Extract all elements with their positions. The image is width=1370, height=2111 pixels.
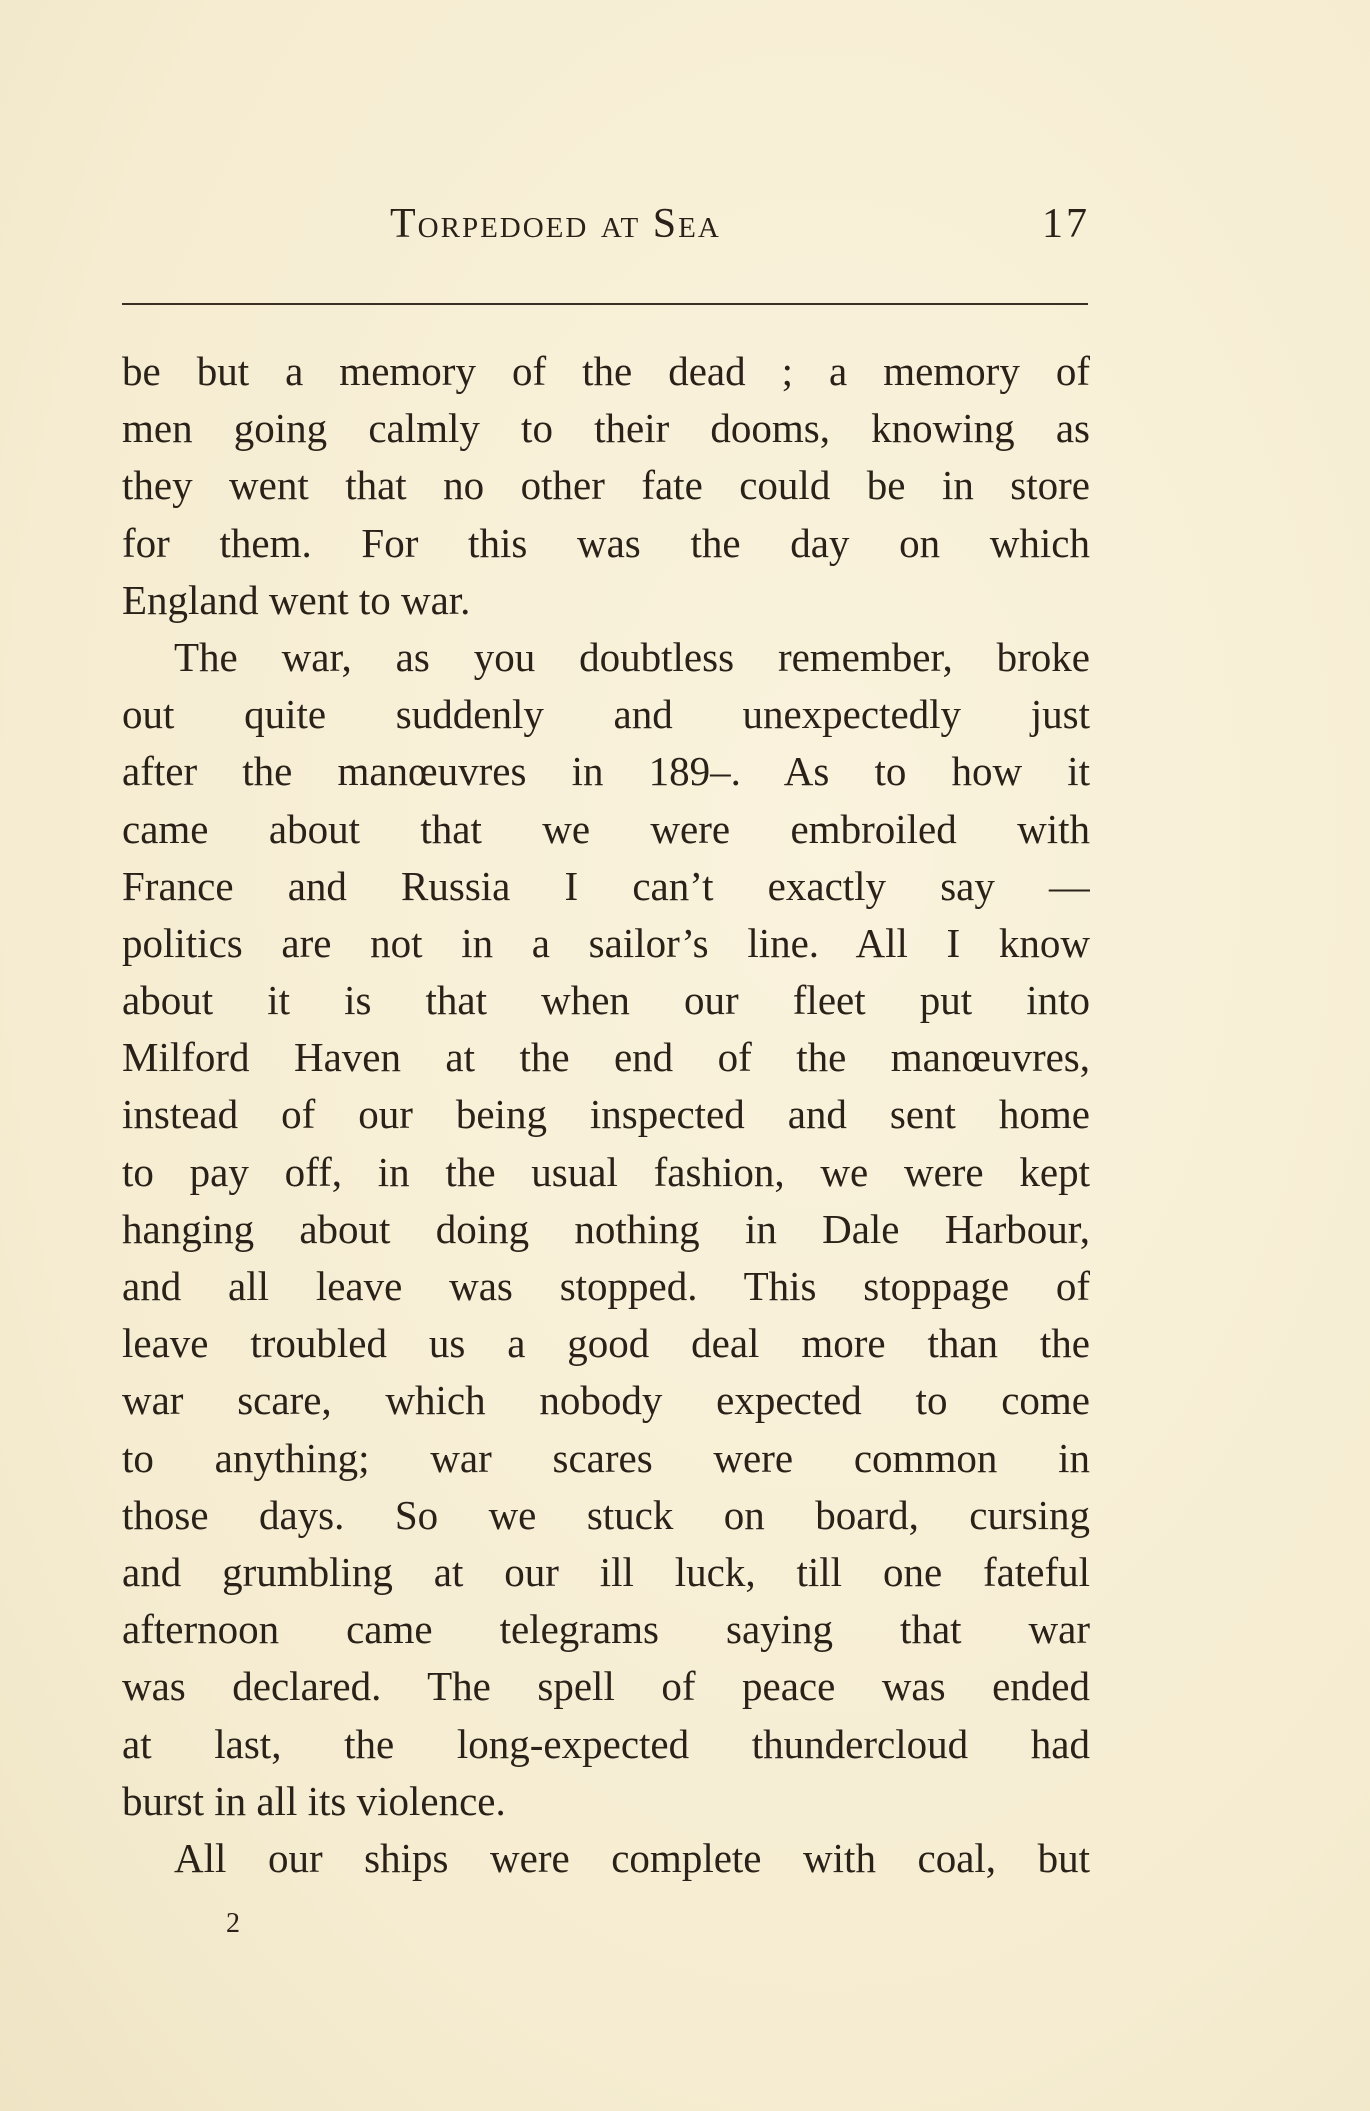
text-line: to anything; war scares were common in [122,1434,1090,1481]
text-line: and grumbling at our ill luck, till one fateful [122,1548,1090,1595]
signature-mark: 2 [226,1908,240,1939]
text-line: came about that we were embroiled with [122,805,1090,852]
page-number: 17 [1042,201,1090,247]
body-text [122,343,1090,1887]
text-line: hanging about doing nothing in Dale Harbour, [122,1205,1090,1252]
text-line: leave troubled us a good deal more than the [122,1320,1090,1367]
text-line: burst in all its violence. [122,1777,506,1824]
text-line: after the manœuvres in 189–. As to how it [122,748,1090,795]
text-line: be but a memory of the dead ; a memory of [122,348,1090,394]
text-line: England went to war. [122,576,471,623]
text-line: instead of our being inspected and sent home [122,1091,1090,1138]
text-line: afternoon came telegrams saying that war [122,1606,1090,1653]
text-line: men going calmly to their dooms, knowing as [122,405,1090,452]
text-line: for them. For this was the day on which [122,519,1090,566]
header-rule [122,303,1088,305]
text-line: at last, the long-expected thundercloud had [122,1720,1090,1767]
text-line: The war, as you doubtless remember, broke [174,633,1090,680]
text-line: was declared. The spell of peace was ended [122,1663,1090,1710]
text-line: those days. So we stuck on board, cursing [122,1491,1090,1538]
text-line: out quite suddenly and unexpectedly just [122,691,1090,738]
text-line: France and Russia I can’t exactly say — [122,862,1090,909]
text-line: politics are not in a sailor’s line. All I know [122,919,1090,966]
running-title: Torpedoed at Sea [390,201,721,247]
text-line: about it is that when our fleet put into [122,977,1090,1024]
text-line: they went that no other fate could be in store [122,462,1090,509]
text-line: All our ships were complete with coal, but [174,1834,1090,1881]
text-line: and all leave was stopped. This stoppage of [122,1263,1090,1309]
text-line: Milford Haven at the end of the manœuvres, [122,1034,1090,1081]
running-head [122,200,1090,260]
text-line: war scare, which nobody expected to come [122,1377,1090,1424]
text-line: to pay off, in the usual fashion, we were kept [122,1148,1090,1195]
